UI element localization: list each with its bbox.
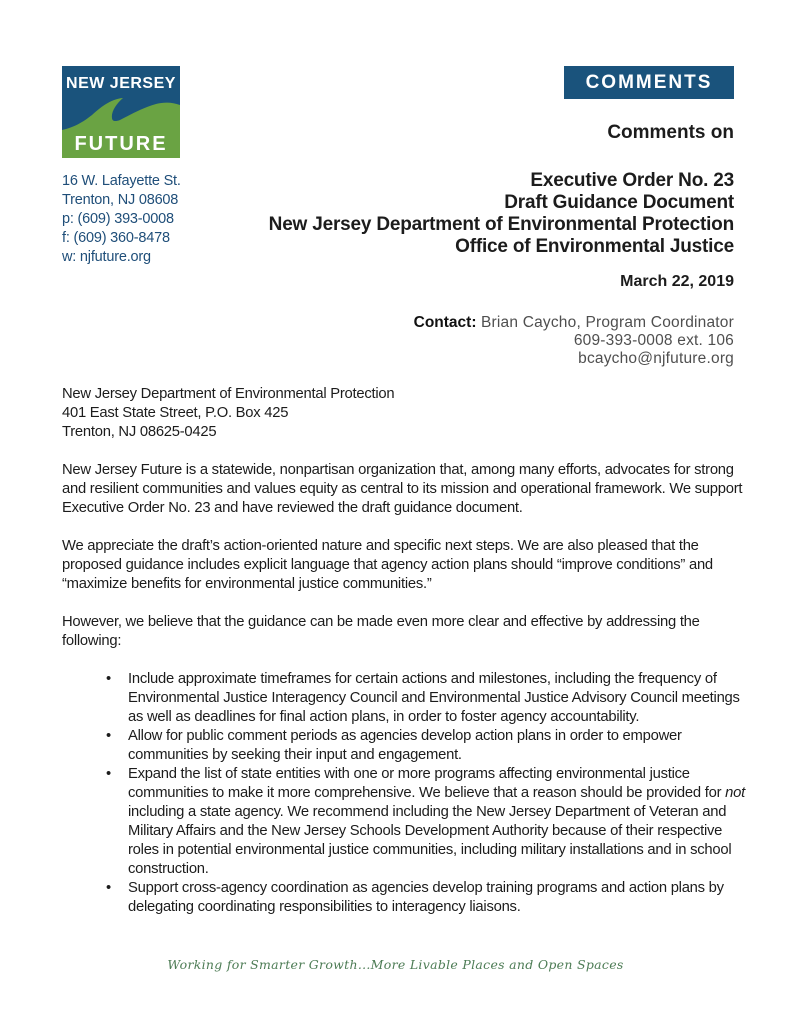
document-date: March 22, 2019 (620, 273, 734, 290)
letter-body (0, 385, 791, 917)
title-line-executive-order: Executive Order No. 23 (530, 170, 734, 191)
recipient-address-block (62, 385, 746, 442)
org-address-block (62, 172, 240, 267)
logo-text-future: FUTURE (74, 133, 168, 155)
org-address-line: 16 W. Lafayette St. (62, 173, 181, 189)
recipient-line: 401 East State Street, P.O. Box 425 (62, 405, 289, 421)
org-fax-line: f: (609) 360-8478 (62, 230, 170, 246)
list-item-expand-entities (106, 765, 746, 879)
list-item-cross-agency: • Support cross-agency coordination as agencies develop training programs and action plans by delegating coordinating responsibilities to interagency liaisons. (106, 879, 746, 917)
logo-text-new-jersey: NEW JERSEY (66, 75, 176, 92)
title-line-office: Office of Environmental Justice (455, 236, 734, 257)
comments-banner: COMMENTS (564, 66, 734, 99)
footer-tagline: Working for Smarter Growth...More Livable Places and Open Spaces (167, 957, 624, 972)
title-line-draft-guidance: Draft Guidance Document (504, 192, 734, 213)
bullet3-italic-not: not (725, 785, 745, 801)
contact-block (240, 314, 734, 368)
recommendations-list (62, 670, 746, 917)
org-phone-line: p: (609) 393-0008 (62, 211, 174, 227)
letterhead-right-column (240, 66, 734, 368)
document-title-block (240, 170, 734, 258)
letterhead-left-column (62, 66, 240, 368)
new-jersey-future-logo (62, 66, 180, 158)
title-line-department: New Jersey Department of Environmental Protection (268, 214, 734, 235)
letterhead (0, 0, 791, 368)
comments-on-heading: Comments on (607, 122, 734, 143)
contact-name: Brian Caycho, Program Coordinator (476, 314, 734, 331)
bullet3-pre: Expand the list of state entities with one or more programs affecting environmental justice communities to make it more comprehensive. We believe that a reason should be provided for (128, 766, 726, 801)
bullet3-post: including a state agency. We recommend including the New Jersey Department of Veteran and Military Affairs and the New Jersey Schools Development Authority because of their respective roles in potential environmental justice communities, including military installations and in school construction. (128, 804, 732, 877)
contact-name-line (240, 314, 734, 332)
list-item-public-comment: • Allow for public comment periods as agencies develop action plans in order to empower communities by seeking their input and engagement. (106, 727, 746, 765)
paragraph-however: However, we believe that the guidance can be made even more clear and effective by addressing the following: (62, 614, 700, 649)
paragraph-appreciation: We appreciate the draft’s action-oriented nature and specific next steps. We are also pleased that the proposed guidance includes explicit language that agency action plans should “improve conditions” and “maximize benefits for environmental justice communities.” (62, 538, 713, 592)
list-item-timeframes: • Include approximate timeframes for certain actions and milestones, including the frequency of Environmental Justice Interagency Council and Environmental Justice Advisory Council meetings as well as deadlines for final action plans, in order to foster agency accountability. (106, 670, 746, 727)
contact-phone: 609-393-0008 ext. 106 (573, 332, 734, 349)
recipient-line: New Jersey Department of Environmental Protection (62, 386, 395, 402)
contact-label: Contact: (413, 314, 477, 331)
paragraph-intro: New Jersey Future is a statewide, nonpartisan organization that, among many efforts, advocates for strong and resilient communities and values equity as central to its mission and operational framework. We support Executive Order No. 23 and have reviewed the draft guidance document. (62, 462, 743, 516)
contact-email: bcaycho@njfuture.org (578, 350, 734, 367)
org-website-line: w: njfuture.org (62, 249, 151, 265)
recipient-line: Trenton, NJ 08625-0425 (62, 424, 217, 440)
org-address-line: Trenton, NJ 08608 (62, 192, 179, 208)
